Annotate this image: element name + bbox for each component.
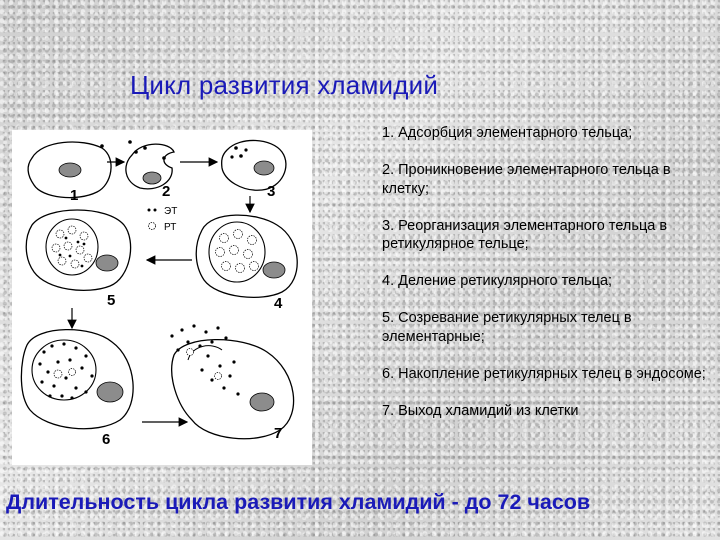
- stage-number-4: 4: [274, 295, 283, 312]
- step-6: 6. Накопление ретикулярных телец в эндосоме;: [382, 365, 706, 382]
- diagram-legend: [148, 206, 178, 233]
- stage-number-7: 7: [274, 425, 283, 442]
- chlamydia-cycle-diagram: [12, 130, 312, 465]
- cell-stage-3: [222, 140, 286, 190]
- steps-list: [382, 124, 712, 438]
- stage-number-6: 6: [102, 431, 111, 448]
- legend-rt-label: РТ: [164, 222, 177, 233]
- stage-number-5: 5: [107, 292, 116, 309]
- cycle-duration-footer: Длительность цикла развития хламидий - до 72 часов: [6, 490, 591, 514]
- stage-number-3: 3: [267, 183, 276, 200]
- cell-stage-2: [126, 140, 174, 189]
- step-4: 4. Деление ретикулярного тельца;: [382, 273, 613, 290]
- cell-stage-7: [170, 324, 293, 438]
- stage-number-1: 1: [70, 187, 79, 204]
- slide-title: Цикл развития хламидий: [130, 70, 439, 100]
- step-1: 1. Адсорбция элементарного тельца;: [382, 125, 633, 141]
- step-3: 3. Реорганизация элементарного тельца в ретикулярное тельце;: [382, 217, 668, 253]
- cell-stage-6: [21, 330, 133, 429]
- legend-et-label: ЭТ: [164, 206, 178, 217]
- step-7: 7. Выход хламидий из клетки: [382, 402, 579, 419]
- cell-stage-5: [26, 210, 130, 290]
- stage-number-2: 2: [162, 183, 171, 200]
- cell-stage-4: [196, 215, 297, 297]
- step-5: 5. Созревание ретикулярных телец в элементарные;: [382, 310, 632, 345]
- step-2: 2. Проникновение элементарного тельца в клетку;: [382, 161, 671, 197]
